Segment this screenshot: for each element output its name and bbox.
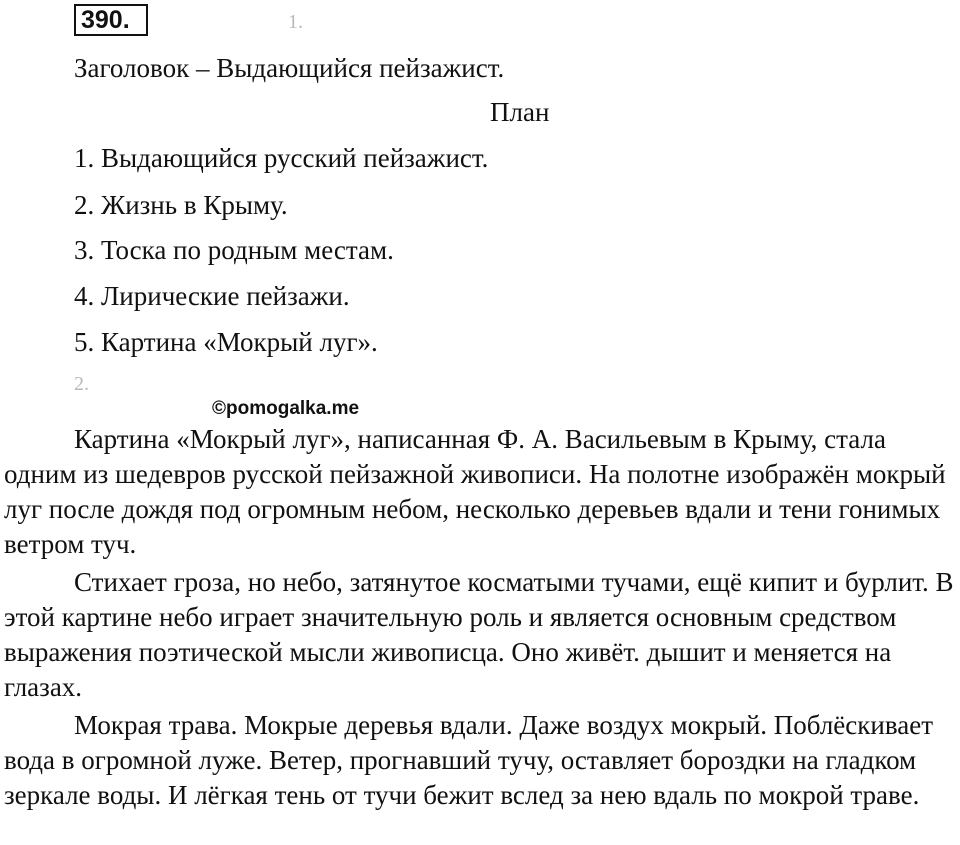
paragraph: Картина «Мокрый луг», написанная Ф. А. Васильевым в Крыму, стала одним из шедевров русской пейзажной живописи. На полотне изображён мокрый луг после дождя под огромным небом, несколько деревьев вдали и тени гонимых ветром туч. <box>4 424 946 559</box>
plan-item: 2. Жизнь в Крыму. <box>74 190 288 220</box>
paragraph: Стихает гроза, но небо, затянутое косматыми тучами, ещё кипит и бурлит. В этой картине небо играет значительную роль и является основным средством выражения поэтической мысли живописца. Оно живёт. дышит и меняется на глазах. <box>4 567 954 702</box>
part-2-label: 2. <box>74 373 89 395</box>
part-1-label: 1. <box>288 11 303 33</box>
heading: Заголовок – Выдающийся пейзажист. <box>74 53 505 83</box>
plan-item: 4. Лирические пейзажи. <box>74 281 350 311</box>
exercise-number: 390. <box>74 4 148 36</box>
plan-item: 3. Тоска по родным местам. <box>74 235 394 265</box>
plan-title: План <box>490 97 550 127</box>
paragraph: Мокрая трава. Мокрые деревья вдали. Даже воздух мокрый. Поблёскивает вода в огромной луже. Ветер, прогнавший тучу, оставляет бороздки на гладком зеркале воды. И лёгкая тень от тучи бежит вслед за нею вдаль по мокрой траве. <box>4 710 934 810</box>
watermark: ©pomogalka.me <box>212 398 360 419</box>
plan-item: 5. Картина «Мокрый луг». <box>74 327 378 357</box>
plan-item: 1. Выдающийся русский пейзажист. <box>74 143 489 173</box>
